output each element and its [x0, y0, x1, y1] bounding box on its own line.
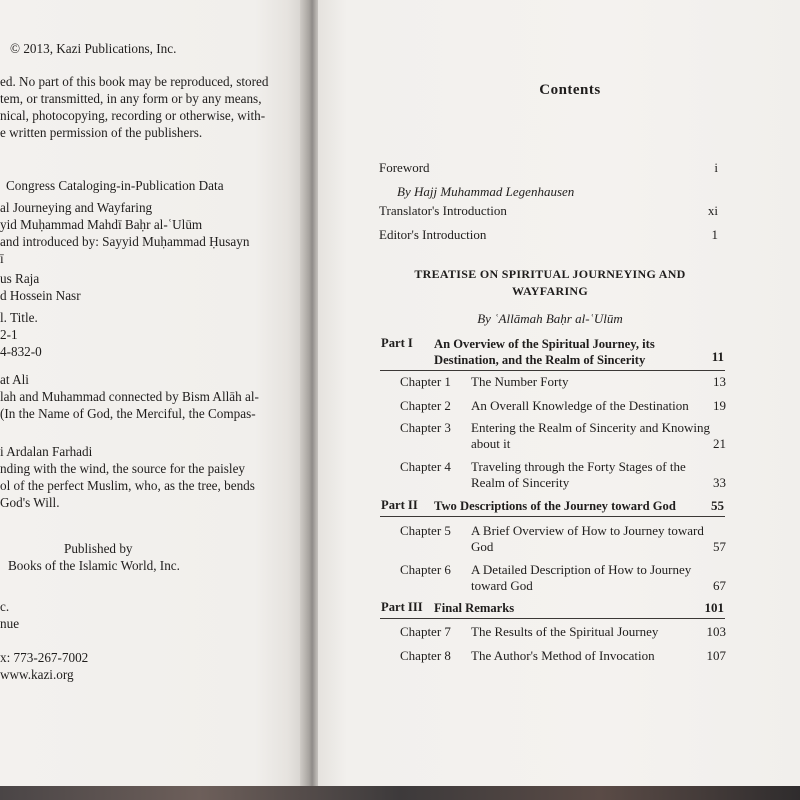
- chapter-label: Chapter 2: [400, 398, 451, 413]
- left-page-line: www.kazi.org: [0, 667, 74, 682]
- part-page: 11: [711, 349, 724, 364]
- chapter-label: Chapter 4: [400, 459, 451, 474]
- left-page-line: Congress Cataloging-in-Publication Data: [6, 178, 224, 193]
- left-page-line: d Hossein Nasr: [0, 288, 81, 303]
- left-page-line: x: 773-267-7002: [0, 650, 89, 665]
- left-page-line: al Journeying and Wayfaring: [0, 200, 153, 215]
- left-page-line: nical, photocopying, recording or otherwise, with-: [0, 108, 266, 123]
- chapter-title: The Number Forty: [471, 374, 569, 389]
- part-page: 55: [711, 498, 724, 513]
- part-rule: [380, 618, 725, 619]
- left-page-line: at Ali: [0, 372, 29, 387]
- left-page-line: God's Will.: [0, 495, 60, 510]
- left-page-line: lah and Muhammad connected by Bism Allāh al-: [0, 389, 259, 404]
- chapter-page: 33: [713, 475, 726, 490]
- chapter-page: 21: [713, 436, 726, 451]
- part-label: Part III: [381, 600, 423, 614]
- left-page-line: e written permission of the publishers.: [0, 125, 203, 140]
- chapter-label: Chapter 7: [400, 624, 451, 639]
- front-matter-entry: Foreword: [379, 160, 430, 175]
- part-title: Two Descriptions of the Journey toward God: [434, 499, 676, 513]
- left-page-line: Books of the Islamic World, Inc.: [8, 558, 180, 573]
- chapter-label: Chapter 5: [400, 523, 451, 538]
- left-page-line: Published by: [64, 541, 133, 556]
- part-label: Part I: [381, 336, 413, 350]
- left-page-line: ed. No part of this book may be reproduced, stored: [0, 74, 269, 89]
- left-page-line: ī: [0, 251, 4, 266]
- left-page-line: l. Title.: [0, 310, 38, 325]
- front-matter-page: xi: [707, 203, 718, 218]
- left-page-line: ol of the perfect Muslim, who, as the tree, bends: [0, 478, 255, 493]
- front-matter-page: i: [714, 160, 718, 175]
- chapter-page: 13: [713, 374, 726, 389]
- left-page-line: © 2013, Kazi Publications, Inc.: [10, 41, 177, 56]
- chapter-title: Traveling through the Forty Stages of the Realm of Sincerity: [471, 459, 686, 490]
- chapter-page: 67: [713, 578, 726, 593]
- front-matter-entry: Editor's Introduction: [379, 227, 487, 242]
- left-page-line: nding with the wind, the source for the paisley: [0, 461, 246, 476]
- left-page-line: and introduced by: Sayyid Muḥammad Ḥusayn: [0, 234, 250, 249]
- left-page-line: (In the Name of God, the Merciful, the Compas-: [0, 406, 256, 421]
- part-rule: [380, 516, 725, 517]
- part-rule: [380, 370, 725, 371]
- left-page-line: tem, or transmitted, in any form or by any means,: [0, 91, 262, 106]
- left-page-line: 2-1: [0, 327, 18, 342]
- chapter-page: 19: [713, 398, 726, 413]
- chapter-title: An Overall Knowledge of the Destination: [471, 398, 689, 413]
- left-page-line: yid Muḥammad Mahdī Baḥr al-ʿUlūm: [0, 217, 203, 232]
- part-title: An Overview of the Spiritual Journey, its Destination, and the Realm of Sincerity: [434, 337, 655, 367]
- chapter-label: Chapter 1: [400, 374, 451, 389]
- left-page-line: us Raja: [0, 271, 40, 286]
- left-page-line: nue: [0, 616, 20, 631]
- part-title: Final Remarks: [434, 601, 515, 615]
- left-page-line: 4-832-0: [0, 344, 42, 359]
- contents-heading: Contents: [539, 82, 601, 98]
- part-label: Part II: [381, 498, 418, 512]
- chapter-title: Entering the Realm of Sincerity and Knowing about it: [471, 420, 711, 451]
- left-page-line: i Ardalan Farhadi: [0, 444, 93, 459]
- front-matter-entry: Translator's Introduction: [379, 203, 507, 218]
- chapter-label: Chapter 6: [400, 562, 451, 577]
- chapter-title: The Author's Method of Invocation: [471, 648, 655, 663]
- part-page: 101: [704, 600, 724, 615]
- chapter-label: Chapter 3: [400, 420, 451, 435]
- chapter-page: 57: [713, 539, 726, 554]
- chapter-title: A Detailed Description of How to Journey toward God: [471, 562, 692, 593]
- chapter-page: 107: [706, 648, 726, 663]
- treatise-title: TREATISE ON SPIRITUAL JOURNEYING AND WAYFARING: [414, 267, 686, 298]
- left-page-line: c.: [0, 599, 10, 614]
- front-matter-entry: By Hajj Muhammad Legenhausen: [397, 184, 575, 199]
- front-matter-page: 1: [711, 227, 718, 242]
- chapter-title: A Brief Overview of How to Journey toward God: [471, 523, 704, 554]
- chapter-label: Chapter 8: [400, 648, 451, 663]
- chapter-title: The Results of the Spiritual Journey: [471, 624, 659, 639]
- treatise-byline: By ʿAllāmah Baḥr al-ʿUlūm: [477, 311, 623, 326]
- left-page-text: [0, 0, 300, 790]
- chapter-page: 103: [706, 624, 726, 639]
